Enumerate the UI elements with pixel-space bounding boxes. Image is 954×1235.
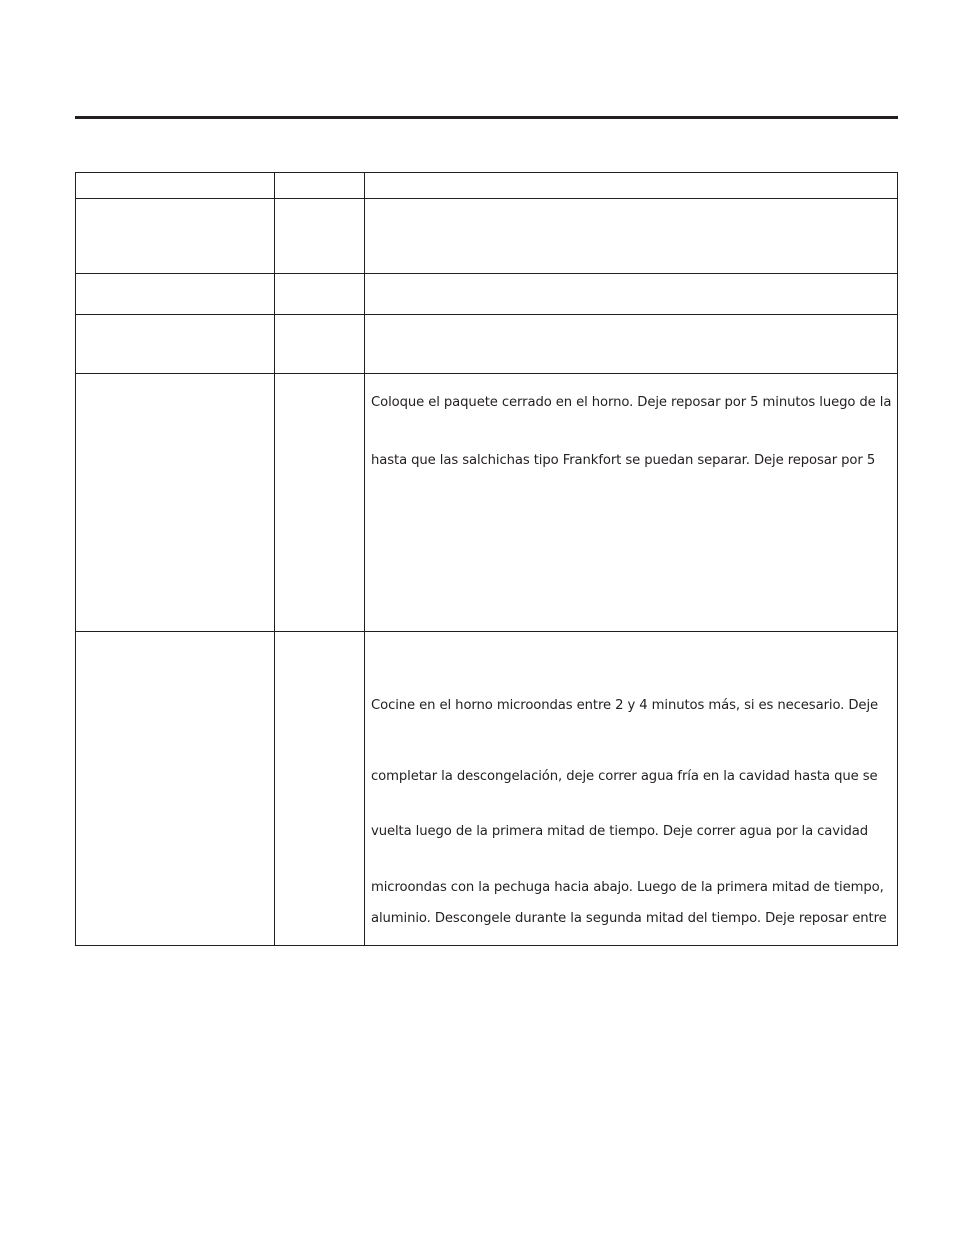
row-divider — [76, 314, 897, 315]
comment-line: microondas con la pechuga hacia abajo. Luego de la primera mitad de tiempo, — [371, 880, 884, 895]
comment-line: Coloque el paquete cerrado en el horno. Deje reposar por 5 minutos luego de la — [371, 395, 892, 410]
column-divider-time-comments — [364, 173, 365, 945]
header-row-divider — [76, 198, 897, 199]
comment-line: hasta que las salchichas tipo Frankfort se puedan separar. Deje reposar por 5 — [371, 453, 876, 468]
comment-line: vuelta luego de la primera mitad de tiempo. Deje correr agua por la cavidad — [371, 824, 869, 839]
row-divider — [76, 631, 897, 632]
row-divider — [76, 273, 897, 274]
column-divider-food-time — [274, 173, 275, 945]
comment-line: Cocine en el horno microondas entre 2 y 4 minutos más, si es necesario. Deje — [371, 698, 879, 713]
header-rule — [75, 116, 898, 119]
defrost-table — [75, 172, 898, 946]
row-divider — [76, 373, 897, 374]
comment-line: aluminio. Descongele durante la segunda mitad del tiempo. Deje reposar entre — [371, 911, 887, 926]
comment-line: completar la descongelación, deje correr agua fría en la cavidad hasta que se — [371, 769, 878, 784]
